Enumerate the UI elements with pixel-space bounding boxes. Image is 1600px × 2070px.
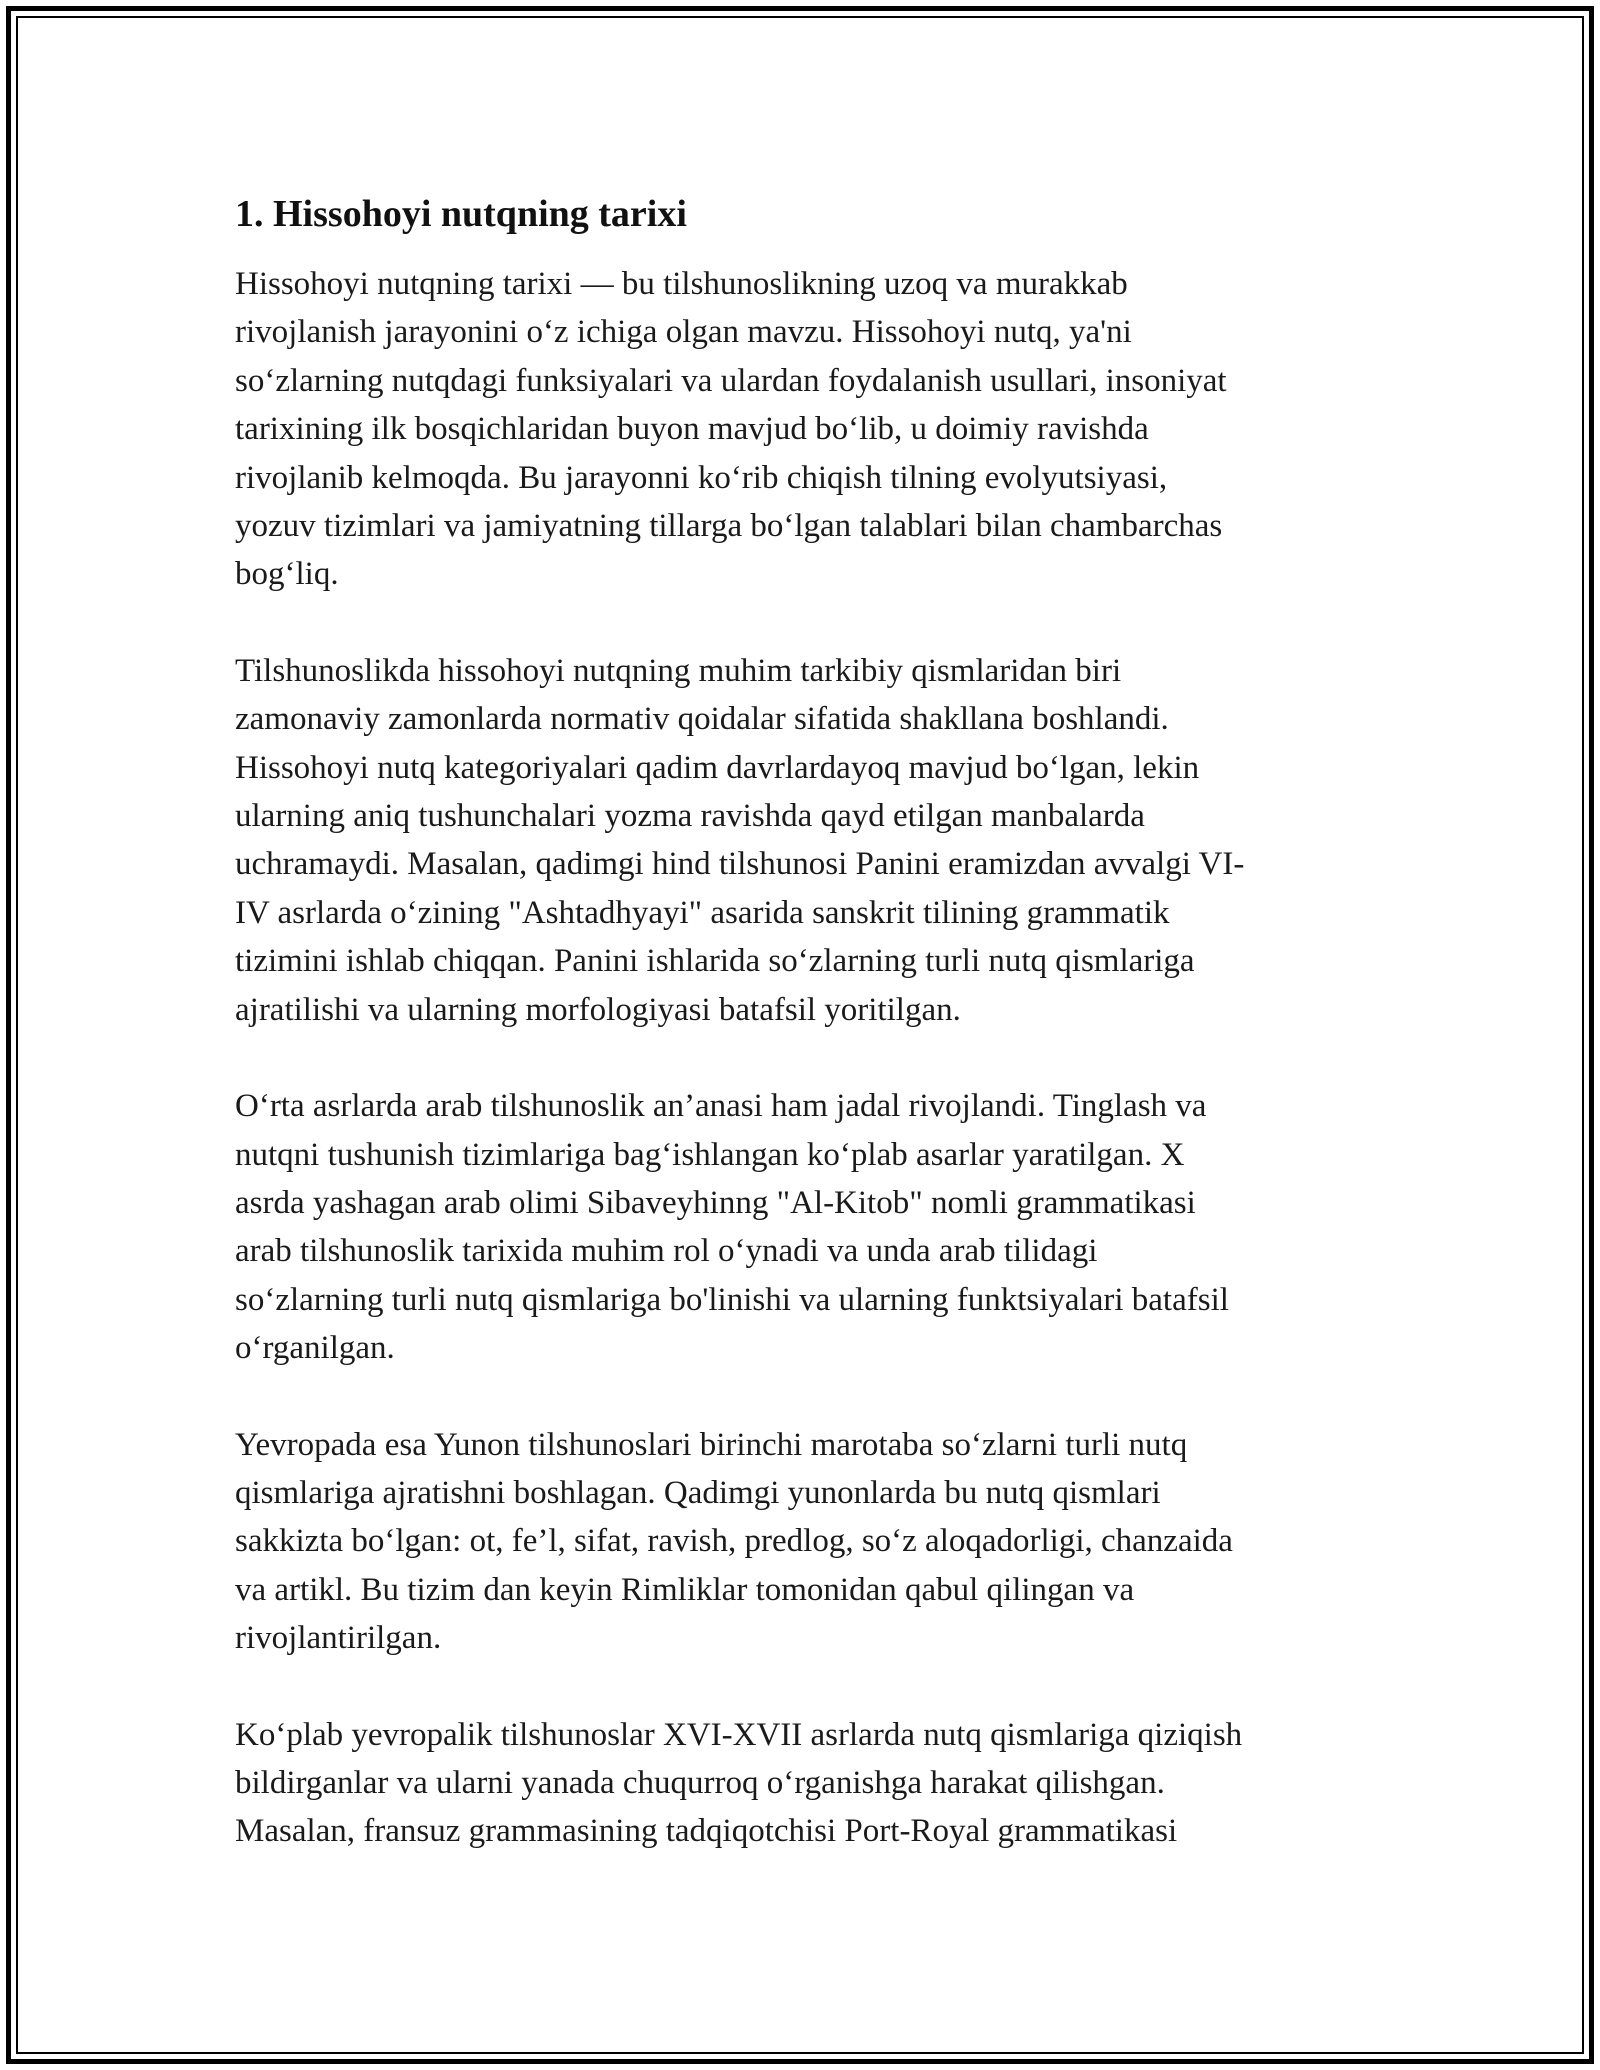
paragraph-list bbox=[235, 260, 1395, 1856]
paragraph-line: IV asrlarda oʻzining "Ashtadhyayi" asarida sanskrit tilining grammatik bbox=[235, 894, 1170, 931]
paragraph bbox=[235, 1711, 1395, 1856]
paragraph-line: arab tilshunoslik tarixida muhim rol oʻynadi va unda arab tilidagi bbox=[235, 1233, 1098, 1270]
paragraph bbox=[235, 1082, 1395, 1372]
paragraph-line: soʻzlarning nutqdagi funksiyalari va ulardan foydalanish usullari, insoniyat bbox=[235, 362, 1227, 399]
paragraph-line: va artikl. Bu tizim dan keyin Rimliklar tomonidan qabul qilingan va bbox=[235, 1571, 1135, 1608]
paragraph-line: Yevropada esa Yunon tilshunoslari birinchi marotaba soʻzlarni turli nutq bbox=[235, 1426, 1188, 1463]
paragraph-line: rivojlanish jarayonini oʻz ichiga olgan mavzu. Hissohoyi nutq, ya'ni bbox=[235, 314, 1132, 351]
paragraph-line: ularning aniq tushunchalari yozma ravishda qayd etilgan manbalarda bbox=[235, 798, 1145, 835]
paragraph-line: bildirganlar va ularni yanada chuqurroq oʻrganishga harakat qilishgan. bbox=[235, 1764, 1165, 1801]
paragraph bbox=[235, 260, 1395, 599]
paragraph-line: Hissohoyi nutq kategoriyalari qadim davrlardayoq mavjud boʻlgan, lekin bbox=[235, 749, 1200, 786]
paragraph-line: tizimini ishlab chiqqan. Panini ishlarida soʻzlarning turli nutq qismlariga bbox=[235, 943, 1195, 980]
paragraph-line: zamonaviy zamonlarda normativ qoidalar sifatida shakllana boshlandi. bbox=[235, 701, 1169, 738]
paragraph-line: rivojlantirilgan. bbox=[235, 1620, 442, 1657]
paragraph-line: yozuv tizimlari va jamiyatning tillarga boʻlgan talablari bilan chambarchas bbox=[235, 508, 1223, 545]
paragraph-line: ajratilishi va ularning morfologiyasi batafsil yoritilgan. bbox=[235, 991, 961, 1028]
paragraph-line: Koʻplab yevropalik tilshunoslar XVI-XVII asrlarda nutq qismlariga qiziqish bbox=[235, 1716, 1243, 1753]
paragraph-line: Tilshunoslikda hissohoyi nutqning muhim tarkibiy qismlaridan biri bbox=[235, 652, 1122, 689]
paragraph-line: Hissohoyi nutqning tarixi — bu tilshunoslikning uzoq va murakkab bbox=[235, 266, 1128, 302]
paragraph-line: Masalan, fransuz grammasining tadqiqotchisi Port-Royal grammatikasi bbox=[235, 1813, 1178, 1850]
paragraph-line: sakkizta boʻlgan: ot, fe’l, sifat, ravish, predlog, soʻz aloqadorligi, chanzaida bbox=[235, 1523, 1233, 1560]
paragraph-line: rivojlanib kelmoqda. Bu jarayonni koʻrib chiqish tilning evolyutsiyasi, bbox=[235, 459, 1168, 496]
paragraph-line: asrda yashagan arab olimi Sibaveyhinng "Al-Kitob" nomli grammatikasi bbox=[235, 1184, 1196, 1221]
paragraph-line: uchramaydi. Masalan, qadimgi hind tilshunosi Panini eramizdan avvalgi VI- bbox=[235, 846, 1245, 883]
paragraph-line: soʻzlarning turli nutq qismlariga bo'linishi va ularning funktsiyalari batafsil bbox=[235, 1281, 1229, 1318]
paragraph-line: nutqni tushunish tizimlariga bagʻishlangan koʻplab asarlar yaratilgan. X bbox=[235, 1136, 1185, 1173]
paragraph-line: tarixining ilk bosqichlaridan buyon mavjud boʻlib, u doimiy ravishda bbox=[235, 411, 1149, 448]
paragraph-line: Oʻrta asrlarda arab tilshunoslik an’anasi ham jadal rivojlandi. Tinglash va bbox=[235, 1088, 1207, 1125]
paragraph-line: qismlariga ajratishni boshlagan. Qadimgi yunonlarda bu nutq qismlari bbox=[235, 1474, 1161, 1511]
section-heading: 1. Hissohoyi nutqning tarixi bbox=[235, 193, 687, 235]
paragraph bbox=[235, 1421, 1395, 1663]
document-body bbox=[235, 190, 1395, 1856]
paragraph-line: bogʻliq. bbox=[235, 556, 339, 593]
paragraph-line: oʻrganilgan. bbox=[235, 1330, 395, 1367]
paragraph bbox=[235, 647, 1395, 1034]
